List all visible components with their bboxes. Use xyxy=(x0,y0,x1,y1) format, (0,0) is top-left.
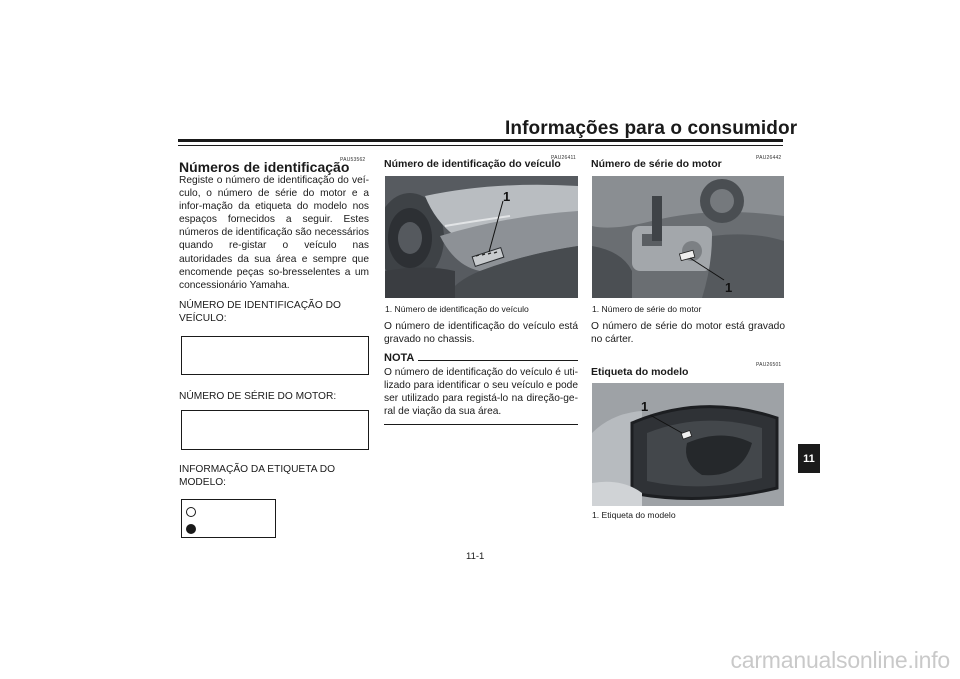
page-header-title: Informações para o consumidor xyxy=(505,118,798,139)
engine-serial-entry-box[interactable] xyxy=(181,410,369,450)
vin-label: NÚMERO DE IDENTIFICAÇÃO DO VEÍCULO: xyxy=(179,300,341,325)
vin-photo-caption: 1. Número de identificação do veículo xyxy=(385,304,529,314)
header-rule-thin xyxy=(178,145,783,146)
section-code: PAU26501 xyxy=(756,362,782,368)
watermark: carmanualsonline.info xyxy=(730,647,950,673)
note-bottom-rule xyxy=(384,424,578,425)
section-title-vin: Número de identificação do veículo xyxy=(384,158,561,170)
section-code: PAU53562 xyxy=(340,157,366,163)
model-label-photo-caption: 1. Etiqueta do modelo xyxy=(592,510,676,520)
engine-serial-label: NÚMERO DE SÉRIE DO MOTOR: xyxy=(179,391,337,402)
vin-location-photo xyxy=(385,176,578,298)
vin-description: O número de identificação do veículo está gravado no chassis. xyxy=(384,321,578,346)
note-text: O número de identificação do veículo é uti-lizado para identificar o seu veículo e pode ser utilizado para registá-lo na direção-ge-ral de viação da sua área. xyxy=(384,367,578,418)
header-rule xyxy=(178,139,783,142)
intro-paragraph: Registe o número de identificação do veí-culo, o número de série do motor e a infor-mação da etiqueta do modelo nos espaços fornecidos a seguir. Estes números de identificação são necessários quando re-gistar o veículo nas autoridades da sua área e sempre que encomende peças so-bresselentes a um concessionário Yamaha. xyxy=(179,175,369,291)
filled-circle-icon xyxy=(186,524,196,534)
engine-serial-illustration xyxy=(592,176,784,298)
section-title-identification-numbers: Números de identificação xyxy=(179,159,350,175)
section-title-engine-serial: Número de série do motor xyxy=(591,158,722,170)
vin-callout-number: 1 xyxy=(503,189,511,204)
engine-callout-number: 1 xyxy=(725,280,733,295)
section-code: PAU26411 xyxy=(551,155,577,161)
section-title-model-label: Etiqueta do modelo xyxy=(591,366,689,378)
empty-circle-icon xyxy=(186,507,196,517)
page-number: 11-1 xyxy=(466,551,485,562)
note-label: NOTA xyxy=(384,352,415,364)
engine-serial-description: O número de série do motor está gravado no cárter. xyxy=(591,321,785,346)
engine-serial-photo xyxy=(592,176,784,298)
vin-entry-box[interactable] xyxy=(181,336,369,375)
section-code: PAU26442 xyxy=(756,155,782,161)
model-label-photo xyxy=(592,383,784,506)
engine-photo-caption: 1. Número de série do motor xyxy=(592,304,702,314)
model-label-illustration xyxy=(592,383,784,506)
note-top-rule xyxy=(418,360,578,361)
chapter-tab: 11 xyxy=(798,444,820,473)
model-label-entry-box[interactable] xyxy=(181,499,276,538)
model-label-info-label: INFORMAÇÃO DA ETIQUETA DO MODELO: xyxy=(179,464,336,489)
vin-location-illustration xyxy=(385,176,578,298)
model-label-callout-number: 1 xyxy=(641,399,649,414)
